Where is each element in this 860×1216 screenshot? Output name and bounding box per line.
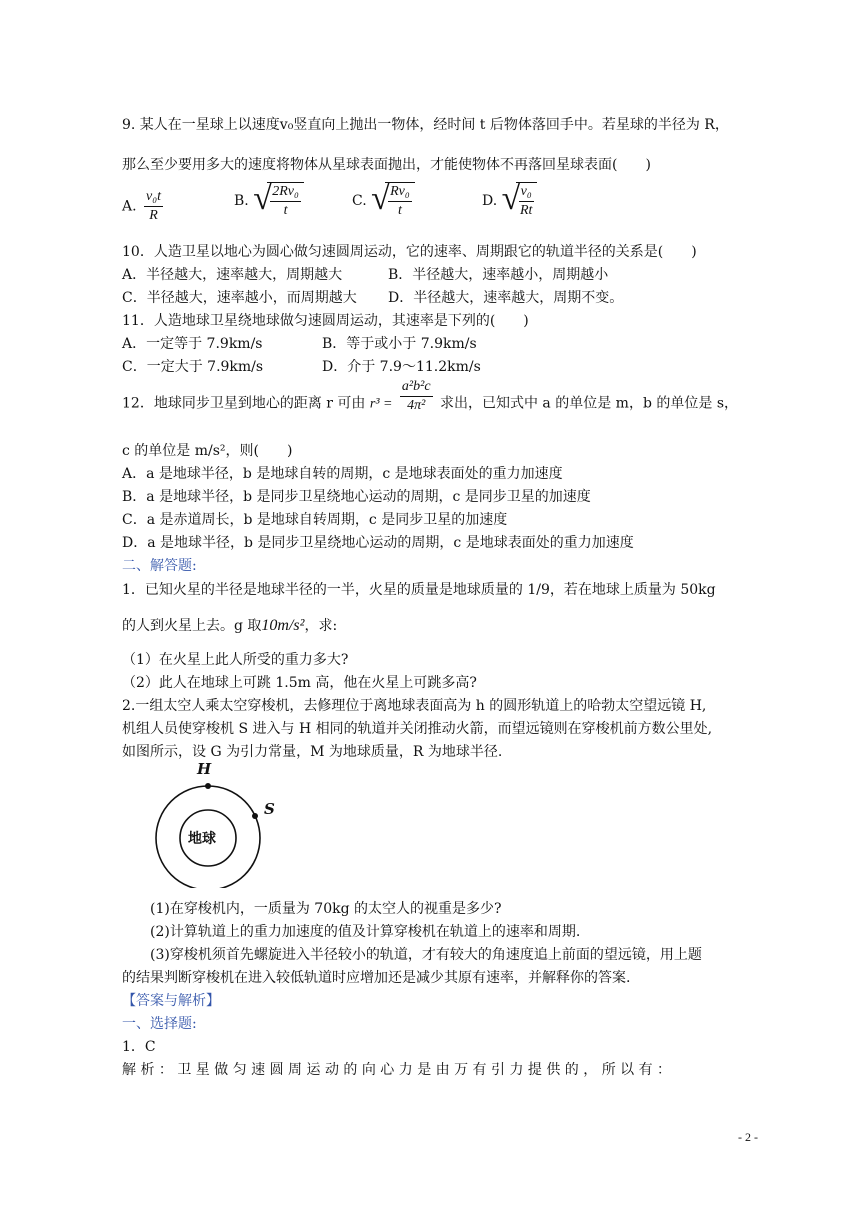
p2-sub1: (1)在穿梭机内，一质量为 70kg 的太空人的视重是多少? <box>150 901 502 917</box>
label-s: S <box>264 800 275 818</box>
q10-option-c: C．半径越大，速率越小，而周期越大 <box>122 290 357 306</box>
q12-option-a: A．a 是地球半径，b 是地球自转的周期，c 是地球表面处的重力加速度 <box>122 466 563 482</box>
q11-option-a: A．一定等于 7.9km/s <box>122 336 263 352</box>
p2-line3: 如图所示，设 G 为引力常量，M 为地球质量，R 为地球半径. <box>122 744 503 760</box>
shuttle-s-dot <box>252 813 258 819</box>
p1-line2: 的人到火星上去。g 取10m/s²，求: <box>122 617 338 634</box>
q12-stem: 12．地球同步卫星到地心的距离 r 可由 r³ = $\frac{\text{a²b²c}}{\text{4π²}}$ 求出，已知式中 a 的单位是 m，b 的单位是 s， <box>122 379 739 413</box>
q12-line2: c 的单位是 m/s²，则( ) <box>122 443 293 459</box>
answer-1: 1．C <box>122 1039 156 1055</box>
answers-section1: 一、选择题: <box>122 1016 197 1032</box>
p1-sub1: （1）在火星上此人所受的重力多大? <box>122 652 349 668</box>
q9-option-a-fraction: $\frac{\text{v₀t}}{R}$ <box>146 189 161 223</box>
q12-option-d: D．a 是地球半径，b 是同步卫星绕地心运动的周期，c 是地球表面处的重力加速度 <box>122 535 634 551</box>
label-h: H <box>197 760 212 778</box>
page-number: - 2 - <box>738 1130 758 1144</box>
q10-option-b: B．半径越大，速率越小，周期越小 <box>388 267 609 283</box>
p1-sub2: （2）此人在地球上可跳 1.5m 高，他在火星上可跳多高? <box>122 675 477 691</box>
q9-option-b: B. √ $\frac{\text{2Rv₀}}{t}$ <box>234 182 304 220</box>
q9-option-b-sqrt: √ $\frac{\text{2Rv₀}}{t}$ <box>253 182 304 220</box>
telescope-h-dot <box>205 783 211 789</box>
q11-option-b: B．等于或小于 7.9km/s <box>322 336 477 352</box>
answers-title: 【答案与解析】 <box>122 993 220 1009</box>
q10-stem: 10．人造卫星以地心为圆心做匀速圆周运动，它的速率、周期跟它的轨道半径的关系是( ) <box>122 244 697 260</box>
label-earth: 地球 <box>188 831 216 847</box>
answer-1-explanation: 解 析 ： 卫 星 做 匀 速 圆 周 运 动 的 向 心 力 是 由 万 有 引 力 提 供 的 ， 所 以 有 ： <box>122 1062 672 1078</box>
q12-option-c: C．a 是赤道周长，b 是地球自转周期，c 是同步卫星的加速度 <box>122 512 508 528</box>
p2-line2: 机组人员使穿梭机 S 进入与 H 相同的轨道并关闭推动火箭，而望远镜则在穿梭机前方数公里处, <box>122 721 713 737</box>
p2-sub3b: 的结果判断穿梭机在进入较低轨道时应增加还是减少其原有速率，并解释你的答案. <box>122 970 631 986</box>
q12-option-b: B．a 是地球半径，b 是同步卫星绕地心运动的周期，c 是同步卫星的加速度 <box>122 489 591 505</box>
q9-line1: 9. 某人在一星球上以速度v₀竖直向上抛出一物体，经时间 t 后物体落回手中。若星球的半径为 R， <box>122 117 729 133</box>
q10-option-d: D．半径越大，速率越大，周期不变。 <box>388 290 624 306</box>
q12-formula-fraction: $\frac{\text{a²b²c}}{\text{4π²}}$ <box>401 379 431 413</box>
section-heading-answers: 二、解答题: <box>122 558 197 574</box>
q12-formula-lhs: r³ = <box>369 396 393 412</box>
p1-g-value: 10m/s² <box>261 617 305 634</box>
q9-line2: 那么至少要用多大的速度将物体从星球表面抛出，才能使物体不再落回星球表面( ) <box>122 157 651 173</box>
p1-line1: 1．已知火星的半径是地球半径的一半，火星的质量是地球质量的 1/9，若在地球上质量为 50kg <box>122 582 716 598</box>
q9-option-c-sqrt: √ $\frac{\text{Rv₀}}{t}$ <box>371 182 415 220</box>
q11-option-c: C．一定大于 7.9km/s <box>122 359 264 375</box>
q10-option-a: A．半径越大，速率越大，周期越大 <box>122 267 343 283</box>
q9-option-d: D. √ $\frac{\text{v₀}}{Rt}$ <box>482 182 537 220</box>
p2-line1: 2.一组太空人乘太空穿梭机，去修理位于离地球表面高为 h 的圆形轨道上的哈勃太空望远镜 H, <box>122 698 707 714</box>
p2-sub3a: (3)穿梭机须首先螺旋进入半径较小的轨道，才有较大的角速度追上前面的望远镜，用上题 <box>150 947 702 963</box>
q9-option-d-sqrt: √ $\frac{\text{v₀}}{Rt}$ <box>502 182 537 220</box>
q9-option-c: C. √ $\frac{\text{Rv₀}}{t}$ <box>352 182 415 220</box>
orbit-figure <box>150 756 290 888</box>
orbit-diagram <box>150 756 290 888</box>
q9-option-a: A. $\frac{\text{v₀t}}{R}$ <box>122 189 161 223</box>
q11-stem: 11．人造地球卫星绕地球做匀速圆周运动，其速率是下列的( ) <box>122 313 529 329</box>
q11-option-d: D．介于 7.9～11.2km/s <box>322 359 481 375</box>
p2-sub2: (2)计算轨道上的重力加速度的值及计算穿梭机在轨道上的速率和周期. <box>150 924 581 940</box>
